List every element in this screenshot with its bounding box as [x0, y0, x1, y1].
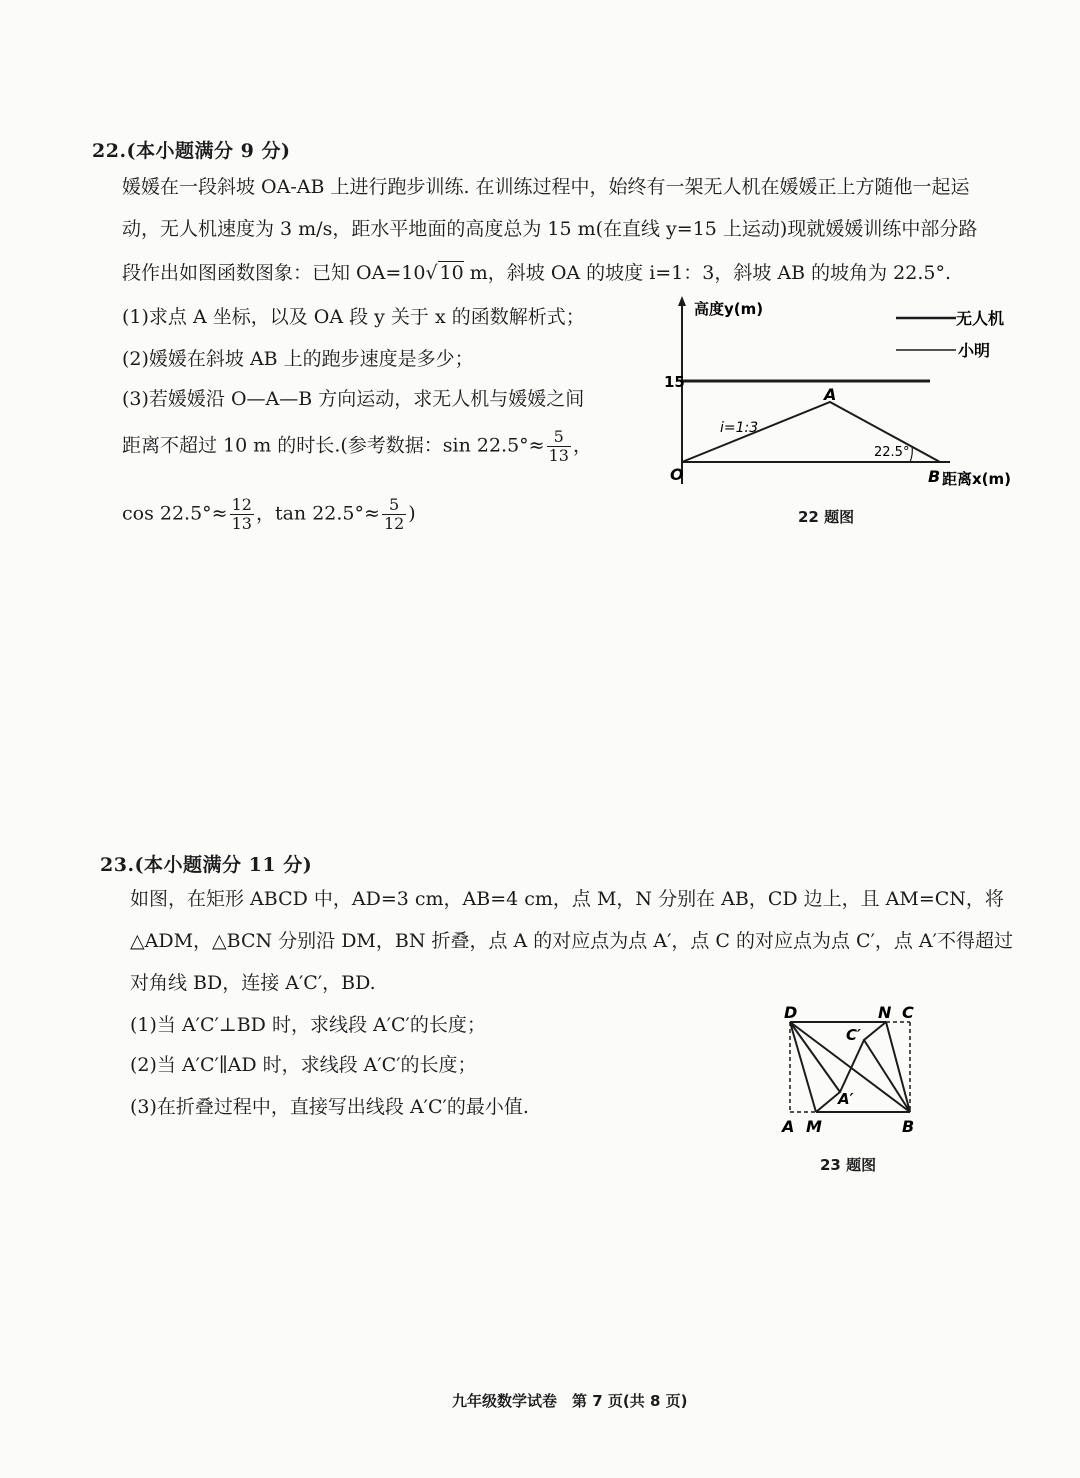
- tan-denominator: 12: [383, 514, 405, 533]
- ref-close: ): [408, 502, 416, 525]
- y-axis-arrow-icon: [678, 296, 686, 306]
- q22-sqrt-value: 10: [439, 262, 464, 284]
- q23-stem-line1: 如图，在矩形 ABCD 中，AD=3 cm，AB=4 cm，点 M，N 分别在 AB，CD 边上，且 AM=CN，将: [130, 888, 1004, 910]
- q22-stem-line3-b: m，斜坡 OA 的坡度 i=1：3，斜坡 AB 的坡角为 22.5°.: [463, 262, 952, 284]
- q22-stem-line3: [122, 258, 951, 285]
- cos-denominator: 13: [231, 514, 252, 533]
- label-a-prime: A′: [838, 1090, 854, 1108]
- fold-bn: [886, 1022, 910, 1112]
- cos-fraction: [230, 496, 254, 533]
- q22-part3-line2-text: 距离不超过 10 m 的时长.(参考数据：sin 22.5°≈: [122, 434, 545, 457]
- tan-numerator: 5: [382, 496, 406, 515]
- angle-label: 22.5°: [874, 445, 910, 460]
- q23-figure: [776, 1000, 926, 1140]
- tan-label: ，tan 22.5°≈: [255, 502, 380, 525]
- point-b-label: B: [928, 467, 941, 486]
- q23-header: 23.(本小题满分 11 分): [100, 854, 313, 876]
- q23-stem-line2: △ADM，△BCN 分别沿 DM，BN 折叠，点 A 的对应点为点 A′，点 C 的对应点为点 C′，点 A′不得超过: [130, 930, 1013, 952]
- q22-part2: (2)媛媛在斜坡 AB 上的跑步速度是多少；: [122, 348, 474, 370]
- q22-reference-line: [122, 496, 416, 533]
- legend-xiaoming-label: 小明: [958, 341, 991, 360]
- q22-part3-line2: [122, 428, 592, 465]
- x-axis-label: 距离x(m): [942, 470, 1012, 488]
- origin-label: O: [670, 465, 684, 484]
- fold-dm: [790, 1022, 816, 1112]
- cos-label: cos 22.5°≈: [122, 502, 228, 525]
- sin-numerator: 5: [547, 428, 571, 447]
- q22-part3-line2-end: ，: [572, 434, 592, 457]
- q23-figure-caption: 23 题图: [820, 1156, 877, 1174]
- label-n: N: [878, 1003, 892, 1022]
- q22-stem-line2: 动，无人机速度为 3 m/s，距水平地面的高度总为 15 m(在直线 y=15 上运动)现就媛媛训练中部分路: [122, 218, 978, 240]
- folded-triangle-bcn: [864, 1022, 910, 1112]
- q23-part2: (2)当 A′C′∥AD 时，求线段 A′C′的长度；: [130, 1054, 477, 1076]
- label-c-prime: C′: [846, 1026, 861, 1044]
- point-a-label: A: [824, 385, 837, 404]
- legend-drone-label: 无人机: [956, 309, 1005, 328]
- q22-part3-line1: (3)若媛媛沿 O—A—B 方向运动，求无人机与媛媛之间: [122, 388, 585, 410]
- segment-a-prime-c-prime: [840, 1040, 864, 1092]
- slope-ratio-label: i=1:3: [720, 420, 759, 436]
- q23-part1: (1)当 A′C′⊥BD 时，求线段 A′C′的长度；: [130, 1014, 486, 1036]
- q23-stem-line3: 对角线 BD，连接 A′C′，BD.: [130, 972, 376, 994]
- y-axis-label: 高度y(m): [694, 300, 764, 318]
- label-d: D: [784, 1003, 798, 1022]
- q22-stem-line1: 媛媛在一段斜坡 OA-AB 上进行跑步训练. 在训练过程中，始终有一架无人机在媛媛正上方随他一起运: [122, 176, 970, 198]
- sqrt-symbol: √: [425, 262, 438, 284]
- q22-stem-line3-a: 段作出如图函数图象：已知 OA=10: [122, 262, 426, 284]
- y-tick-15: 15: [664, 373, 685, 391]
- label-m: M: [806, 1117, 822, 1136]
- angle-arc: [910, 446, 912, 462]
- q22-header: 22.(本小题满分 9 分): [92, 140, 291, 162]
- label-c: C: [902, 1003, 914, 1022]
- page-footer: 九年级数学试卷 第 7 页(共 8 页): [452, 1392, 688, 1410]
- sin-denominator: 13: [548, 446, 569, 465]
- sin-fraction: [547, 428, 571, 465]
- tan-fraction: [382, 496, 406, 533]
- q23-part3: (3)在折叠过程中，直接写出线段 A′C′的最小值.: [130, 1096, 529, 1118]
- label-b: B: [902, 1117, 915, 1136]
- cos-numerator: 12: [231, 495, 252, 514]
- folded-triangle-adm: [790, 1022, 840, 1112]
- q22-figure-caption: 22 题图: [798, 508, 855, 526]
- label-a: A: [782, 1117, 795, 1136]
- q22-figure: [660, 292, 1030, 502]
- q22-part1: (1)求点 A 坐标，以及 OA 段 y 关于 x 的函数解析式；: [122, 306, 585, 328]
